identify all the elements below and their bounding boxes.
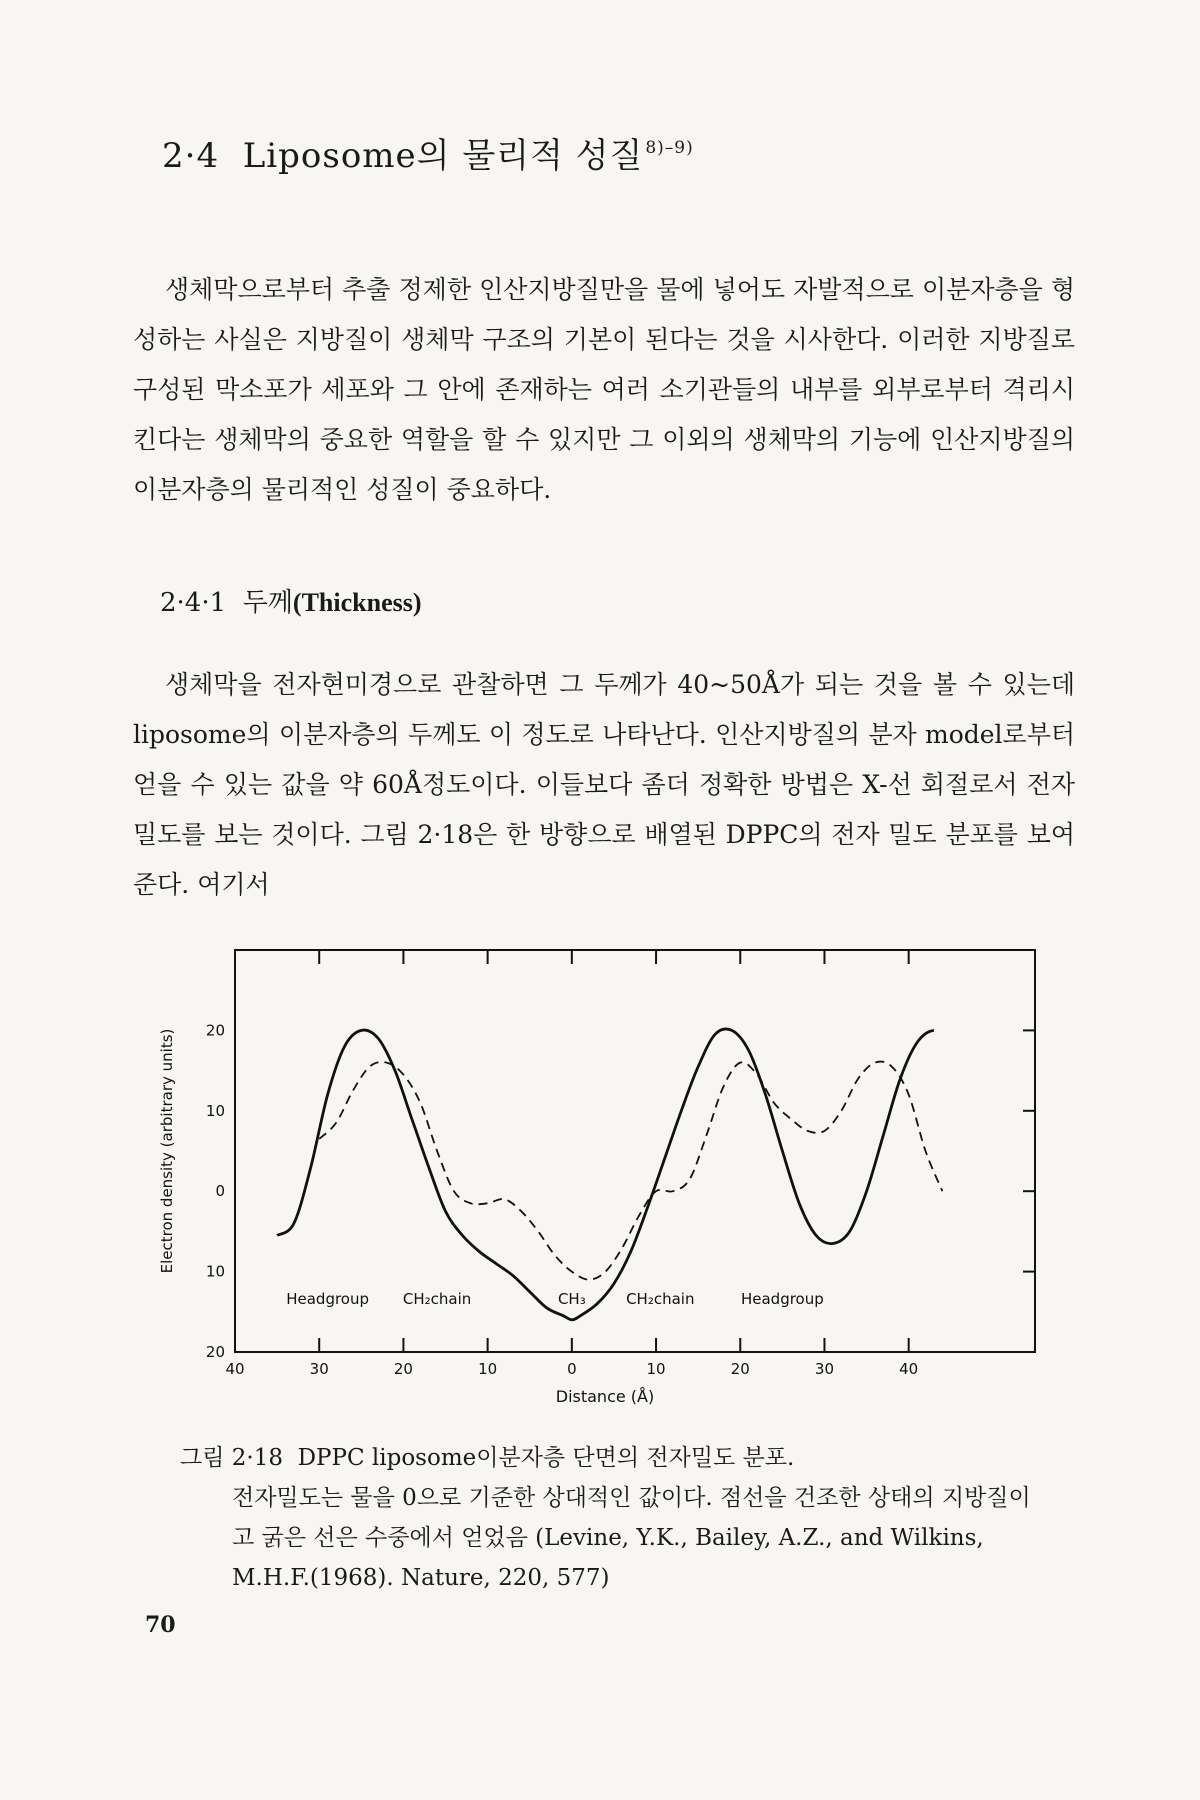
section-title: Liposome의 물리적 성질	[242, 136, 644, 176]
y-tick-label: 0	[215, 1182, 225, 1201]
y-tick-label: 10	[205, 1101, 225, 1120]
x-tick-label: 10	[478, 1360, 498, 1378]
subsection-number: 2·4·1	[160, 588, 227, 618]
x-tick-label: 40	[225, 1360, 245, 1378]
electron-density-chart	[150, 930, 1080, 1440]
page-number: 70	[145, 1612, 176, 1638]
region-label: Headgroup	[286, 1289, 370, 1308]
section-reference: 8)–9)	[645, 138, 694, 158]
y-axis-label: Electron density (arbitrary units)	[158, 1028, 176, 1274]
region-label: Headgroup	[740, 1289, 824, 1308]
dashed-series-line	[319, 1062, 942, 1280]
solid-series-line	[277, 1029, 934, 1320]
region-label: CH₂chain	[402, 1289, 472, 1308]
x-tick-label: 40	[899, 1360, 919, 1378]
section-heading	[162, 128, 694, 177]
x-axis-label: Distance (Å)	[555, 1387, 655, 1406]
figure-caption	[180, 1438, 1040, 1598]
subsection-heading	[160, 582, 422, 619]
x-tick-label: 20	[393, 1360, 413, 1378]
subsection-title-ko: 두께	[242, 588, 293, 618]
y-tick-label: 20	[205, 1021, 225, 1040]
y-tick-label: 20	[205, 1343, 225, 1361]
x-tick-label: 30	[814, 1360, 835, 1378]
region-label: CH₃	[557, 1289, 586, 1308]
subsection-title-en: (Thickness)	[292, 588, 422, 617]
region-label: CH₂chain	[626, 1289, 695, 1308]
x-tick-label: 30	[309, 1360, 329, 1378]
figure-caption-body: 전자밀도는 물을 0으로 기준한 상대적인 값이다. 점선을 건조한 상태의 지방질이고 굵은 선은 수중에서 얻었음 (Levine, Y.K., Bailey, A.Z., and Wilkins, M.H.F.(1968). Nature, 220, 577)	[232, 1485, 1031, 1591]
x-tick-label: 10	[646, 1360, 666, 1378]
x-tick-label: 0	[567, 1360, 577, 1378]
thickness-paragraph: 생체막을 전자현미경으로 관찰하면 그 두께가 40~50Å가 되는 것을 볼 수 있는데 liposome의 이분자층의 두께도 이 정도로 나타난다. 인산지방질의 분자 model로부터 얻을 수 있는 값을 약 60Å정도이다. 이들보다 좀더 정확한 방법은 X-선 회절로서 전자 밀도를 보는 것이다. 그림 2·18은 한 방향으로 배열된 DPPC의 전자 밀도 분포를 보여준다. 여기서	[133, 670, 1075, 899]
figure-caption-label: 그림 2·18	[180, 1445, 283, 1471]
thickness-paragraph-block	[133, 660, 1075, 910]
chart-series	[277, 1029, 942, 1320]
intro-paragraph: 생체막으로부터 추출 정제한 인산지방질만을 물에 넣어도 자발적으로 이분자층을 형성하는 사실은 지방질이 생체막 구조의 기본이 된다는 것을 시사한다. 이러한 지방질로 구성된 막소포가 세포와 그 안에 존재하는 여러 소기관들의 내부를 외부로부터 격리시킨다는 생체막의 중요한 역할을 할 수 있지만 그 이외의 생체막의 기능에 인산지방질의 이분자층의 물리적인 성질이 중요하다.	[133, 275, 1075, 504]
x-tick-label: 20	[730, 1360, 750, 1378]
section-number: 2·4	[162, 136, 220, 176]
figure-caption-title: DPPC liposome이분자층 단면의 전자밀도 분포.	[297, 1445, 795, 1471]
intro-paragraph-block	[133, 265, 1075, 515]
y-tick-label: 10	[205, 1262, 225, 1281]
